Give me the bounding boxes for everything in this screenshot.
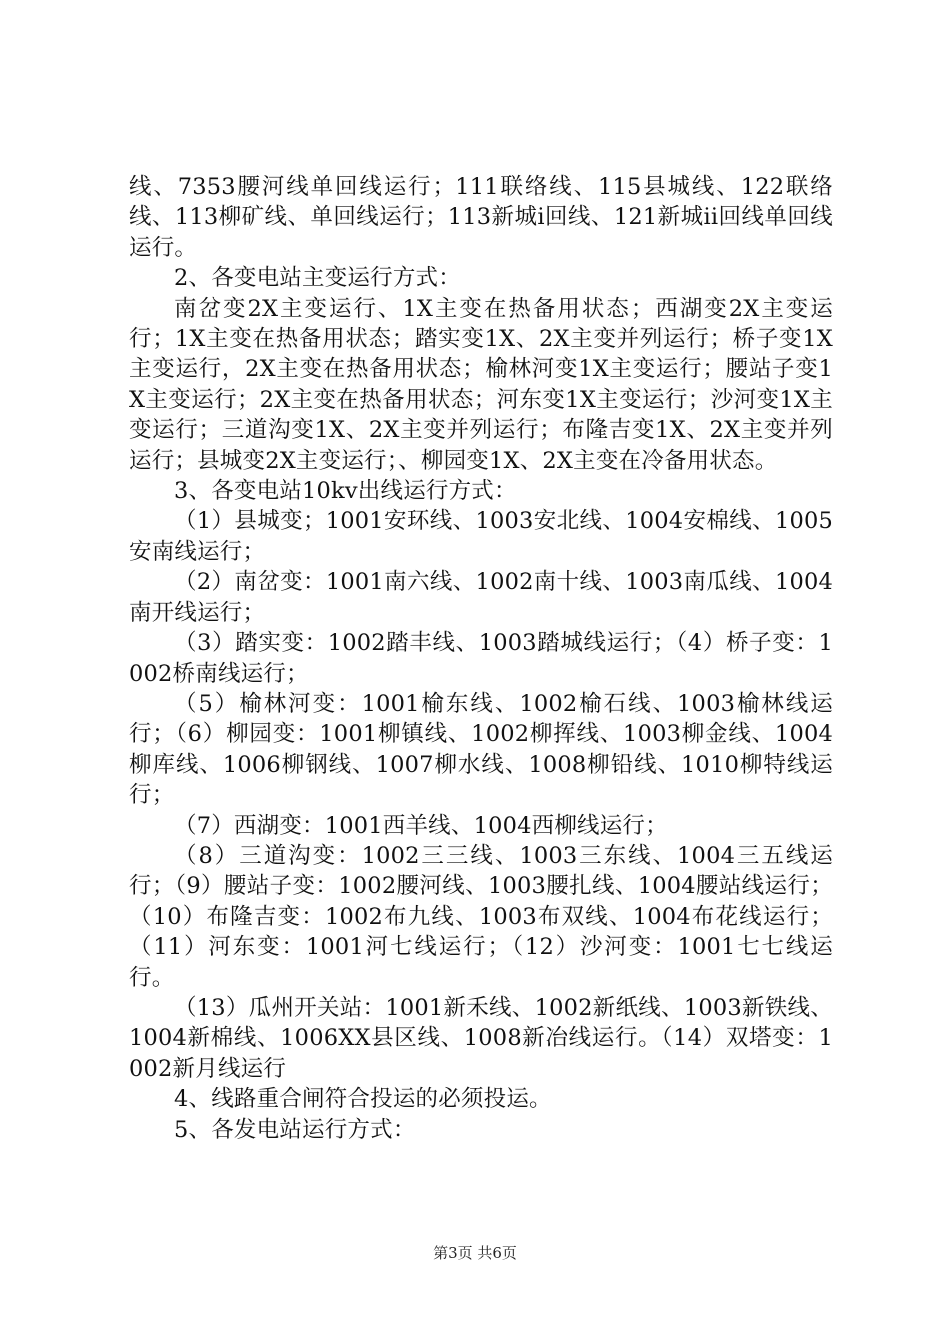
- heading-power-plant-mode: 5、各发电站运行方式：: [174, 1116, 416, 1143]
- paragraph-xiancheng-substation: （1）县城变；1001安环线、1003安北线、1004安棉线、1005安南线运行；: [129, 508, 833, 565]
- paragraph-tashi-qiaozi-substation: （3）踏实变：1002踏丰线、1003踏城线运行；（4）桥子变：1002桥南线运行；: [129, 630, 833, 687]
- paragraph-sandaogou-and-others: （8）三道沟变：1002三三线、1003三东线、1004三五线运行；（9）腰站子变：1002腰河线、1003腰扎线、1004腰站线运行；（10）布隆吉变：1002布九线、1003布双线、1004布花线运行；（11）河东变：1001河七线运行；（12）沙河变：1001七七线运行。: [129, 842, 833, 991]
- paragraph-reclosing-requirement: 4、线路重合闸符合投运的必须投运。: [174, 1086, 552, 1113]
- heading-main-transformer-mode: 2、各变电站主变运行方式：: [174, 265, 461, 292]
- paragraph-nancha-substation: （2）南岔变：1001南六线、1002南十线、1003南瓜线、1004南开线运行；: [129, 569, 833, 626]
- document-body: [129, 172, 833, 1145]
- heading-10kv-outgoing-lines: 3、各变电站10kv出线运行方式：: [174, 478, 517, 505]
- paragraph-line-operation: 线、7353腰河线单回线运行；111联络线、115县城线、122联络线、113柳矿线、单回线运行；113新城i回线、121新城ii回线单回线运行。: [129, 174, 833, 261]
- paragraph-xihu-substation: （7）西湖变：1001西羊线、1004西柳线运行；: [174, 812, 668, 839]
- page-number: 第3页 共6页: [433, 1244, 517, 1262]
- paragraph-yulinhe-liuyuan-substation: （5）榆林河变：1001榆东线、1002榆石线、1003榆林线运行；（6）柳园变：1001柳镇线、1002柳挥线、1003柳金线、1004柳库线、1006柳钢线、1007柳水线、1008柳铅线、1010柳特线运行；: [129, 690, 833, 809]
- paragraph-guazhou-switch-station: （13）瓜州开关站：1001新禾线、1002新纸线、1003新铁线、1004新棉线、1006XX县区线、1008新冶线运行。（14）双塔变：1002新月线运行: [129, 994, 833, 1082]
- paragraph-main-transformer-mode: 南岔变2X主变运行、1X主变在热备用状态；西湖变2X主变运行；1X主变在热备用状态；踏实变1X、2X主变并列运行；桥子变1X主变运行，2X主变在热备用状态；榆林河变1X主变运行；腰站子变1X主变运行；2X主变在热备用状态；河东变1X主变运行；沙河变1X主变运行；三道沟变1X、2X主变并列运行；布隆吉变1X、2X主变并列运行；县城变2X主变运行；、柳园变1X、2X主变在冷备用状态。: [129, 295, 833, 474]
